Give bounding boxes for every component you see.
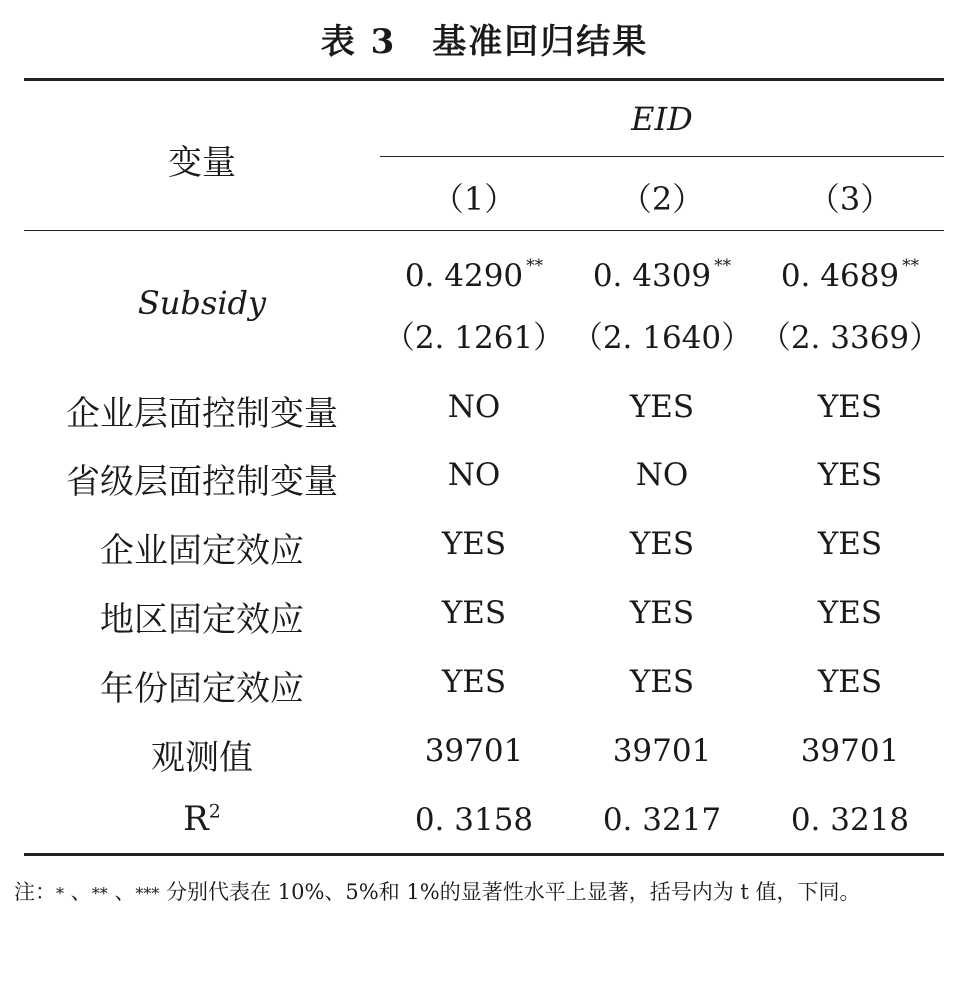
table-title: 表 3 基准回归结果 [320, 22, 649, 62]
t-value-1: （2. 1261） [383, 320, 565, 356]
row-value: YES [441, 526, 507, 562]
row-label: 年份固定效应 [100, 669, 304, 709]
coefficient-value: 0. 4689 [780, 258, 900, 294]
r-squared-superscript: 2 [208, 800, 221, 823]
subsidy-label: Subsidy [137, 284, 267, 322]
row-value: YES [817, 595, 883, 631]
row-value: YES [629, 595, 695, 631]
note-star-3: *** [135, 884, 160, 903]
column-number-2: （2） [619, 180, 705, 218]
bottom-rule [24, 853, 944, 856]
row-value: YES [817, 526, 883, 562]
row-value: YES [441, 595, 507, 631]
coefficient-3 [756, 258, 944, 294]
table-note [14, 872, 959, 914]
r-squared-value: 0. 3217 [602, 802, 722, 838]
r-squared-base: R [183, 799, 209, 839]
row-value: YES [629, 664, 695, 700]
row-value: 39701 [612, 733, 712, 769]
row-value: YES [629, 526, 695, 562]
header-rule [24, 230, 944, 231]
header-sub-rule [380, 156, 944, 157]
row-value: NO [635, 457, 689, 493]
note-prefix: 注： [14, 880, 56, 904]
row-value: YES [441, 664, 507, 700]
row-label: 地区固定效应 [100, 600, 304, 640]
r-squared-value: 0. 3218 [790, 802, 910, 838]
note-star-1: * [56, 884, 64, 903]
note-text: 分别代表在 10%、5%和 1%的显著性水平上显著，括号内为 t 值，下同。 [159, 880, 861, 904]
coefficient-2 [568, 258, 756, 294]
row-value: NO [447, 389, 501, 425]
coefficient-1 [380, 258, 568, 294]
header-dependent-variable: EID [631, 100, 693, 138]
row-value: NO [447, 457, 501, 493]
top-rule [24, 78, 944, 81]
coefficient-value: 0. 4309 [592, 258, 712, 294]
column-number-3: （3） [807, 180, 893, 218]
coefficient-value: 0. 4290 [404, 258, 524, 294]
r-squared-label [24, 799, 380, 839]
row-value: 39701 [800, 733, 900, 769]
row-value: YES [629, 389, 695, 425]
row-label: 企业固定效应 [100, 531, 304, 571]
row-label: 省级层面控制变量 [66, 462, 338, 502]
column-number-1: （1） [431, 180, 517, 218]
header-variable: 变量 [168, 143, 236, 183]
significance-stars: ** [714, 256, 732, 276]
r-squared-value: 0. 3158 [414, 802, 534, 838]
t-value-2: （2. 1640） [571, 320, 753, 356]
significance-stars: ** [526, 256, 544, 276]
row-label: 企业层面控制变量 [66, 394, 338, 434]
note-star-2: ** [91, 884, 108, 903]
row-value: 39701 [424, 733, 524, 769]
note-separator: 、 [107, 880, 136, 904]
t-value-3: （2. 3369） [759, 320, 941, 356]
row-value: YES [817, 664, 883, 700]
significance-stars: ** [902, 256, 920, 276]
row-value: YES [817, 457, 883, 493]
row-label: 观测值 [151, 738, 253, 778]
note-separator: 、 [64, 880, 92, 904]
row-value: YES [817, 389, 883, 425]
